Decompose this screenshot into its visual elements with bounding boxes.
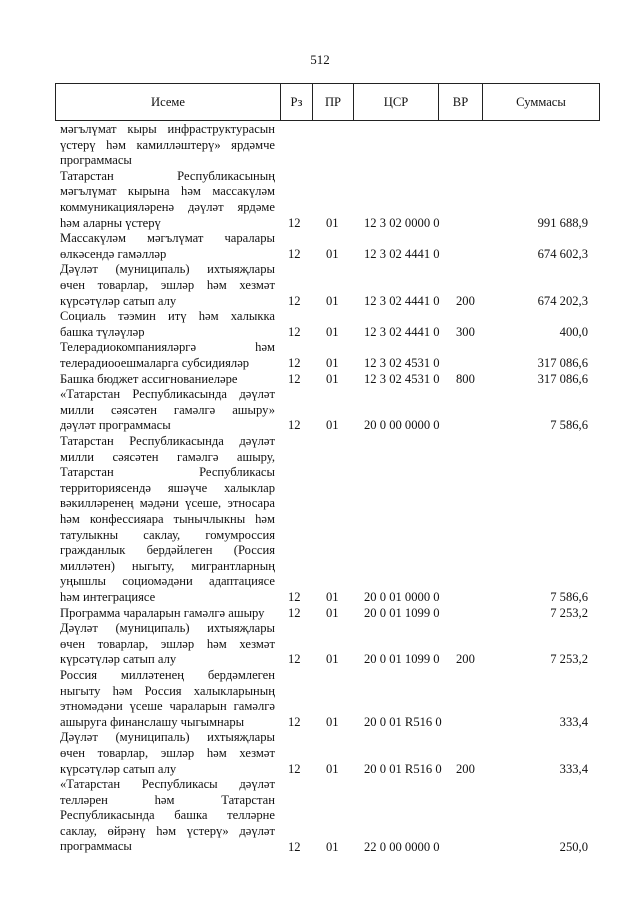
row-name-line: үстерү һәм камилләштерү» ярдәмче (60, 137, 275, 152)
row-name-line: күрсәтүләр сатып алу (60, 293, 177, 308)
row-name (60, 340, 275, 371)
row-name (60, 777, 275, 855)
row-rz: 12 (288, 652, 301, 667)
row-csr: 12 3 02 4441 0 (364, 324, 440, 339)
row-name (60, 309, 275, 340)
row-name (60, 668, 275, 730)
row-name-line: һәм аларны үстерү (60, 215, 161, 230)
page-number: 512 (310, 52, 330, 67)
header-csr: ЦСР (354, 84, 439, 120)
row-rz: 12 (288, 355, 301, 370)
row-name-line: Татарстан Республикасында дәүләт (60, 433, 275, 448)
row-name-line: Татарстан Республикасы (60, 465, 275, 480)
row-name-line: күрсәтүләр сатып алу (60, 761, 177, 776)
row-name-line: телерадиооешмаларга субсидияләр (60, 355, 250, 370)
row-name-line: ныгыту һәм Россия халыкларының (60, 683, 275, 698)
row-sum: 317 086,6 (537, 355, 588, 370)
row-name-line: дәүләт программасы (60, 418, 171, 433)
row-sum: 333,4 (559, 714, 588, 729)
row-rz: 12 (288, 714, 301, 729)
table-row (0, 730, 640, 777)
row-sum: 317 086,6 (537, 371, 588, 386)
row-sum: 7 586,6 (550, 418, 588, 433)
row-name-line: «Татарстан Республикасында дәүләт (60, 387, 275, 402)
budget-table-body (0, 122, 640, 855)
row-csr: 20 0 01 1099 0 (364, 605, 440, 620)
row-name-line: мәгълүмат кырына һәм массакүләм (60, 184, 275, 199)
row-name-line: Башка бюджет ассигнованиеләре (60, 371, 238, 386)
header-name: Исеме (56, 84, 281, 120)
row-pr: 01 (326, 355, 339, 370)
row-name-line: Дәүләт (муниципаль) ихтыяҗлары (60, 621, 275, 636)
row-sum: 333,4 (559, 761, 588, 776)
row-name (60, 372, 275, 388)
table-row (0, 434, 640, 606)
row-sum: 7 586,6 (550, 589, 588, 604)
table-row (0, 387, 640, 434)
table-row (0, 777, 640, 855)
row-csr: 22 0 00 0000 0 (364, 839, 440, 854)
table-row (0, 621, 640, 668)
row-name (60, 231, 275, 262)
row-name-line: Программа чараларын гамәлгә ашыру (60, 605, 265, 620)
row-name-line: Татарстан Республикасының (60, 168, 275, 183)
table-row (0, 668, 640, 730)
row-pr: 01 (326, 324, 339, 339)
row-name-line: программасы (60, 153, 132, 168)
table-row (0, 606, 640, 622)
row-sum: 674 202,3 (537, 293, 588, 308)
row-name-line: Социаль тәэмин итү һәм халыкка (60, 309, 275, 324)
row-rz: 12 (288, 761, 301, 776)
row-name-line: программасы (60, 839, 132, 854)
row-rz: 12 (288, 246, 301, 261)
row-name-line: башка түләүләр (60, 324, 145, 339)
table-row (0, 372, 640, 388)
row-sum: 250,0 (559, 839, 588, 854)
row-name (60, 262, 275, 309)
row-vr: 300 (456, 324, 475, 339)
row-pr: 01 (326, 246, 339, 261)
row-pr: 01 (326, 589, 339, 604)
row-csr: 12 3 02 4441 0 (364, 293, 440, 308)
row-name-line: вәкилләренең мәдәни үсеше, этносара (60, 496, 275, 511)
row-name (60, 434, 275, 606)
row-vr: 200 (456, 652, 475, 667)
row-name (60, 169, 275, 231)
row-name-line: гражданлык бердәйлеген (Россия (60, 543, 275, 558)
row-vr: 200 (456, 293, 475, 308)
row-name-line: Дәүләт (муниципаль) ихтыяҗлары (60, 262, 275, 277)
row-name-line: коммуникацияләренә дәүләт ярдәме (60, 199, 275, 214)
row-name-line: этномәдәни үсеше чараларын гамәлгә (60, 699, 275, 714)
row-name (60, 606, 275, 622)
row-name-line: күрсәтүләр сатып алу (60, 652, 177, 667)
table-row (0, 309, 640, 340)
row-name-line: Дәүләт (муниципаль) ихтыяҗлары (60, 730, 275, 745)
table-row (0, 169, 640, 231)
row-rz: 12 (288, 605, 301, 620)
row-csr: 20 0 01 R516 0 (364, 761, 442, 776)
row-pr: 01 (326, 839, 339, 854)
header-sum: Суммасы (516, 94, 566, 109)
row-csr: 20 0 01 R516 0 (364, 714, 442, 729)
row-name (60, 730, 275, 777)
row-rz: 12 (288, 324, 301, 339)
row-name-line: территориясендә яшәүче халыклар (60, 480, 275, 495)
row-pr: 01 (326, 714, 339, 729)
row-name-line: Телерадиокомпанияләргә һәм (60, 340, 275, 355)
row-name-line: өчен товарлар, эшләр һәм хезмәт (60, 745, 275, 760)
row-rz: 12 (288, 215, 301, 230)
row-name-line: Республикасында башка телләрне (60, 808, 275, 823)
row-vr: 200 (456, 761, 475, 776)
header-vr: ВР (439, 84, 483, 120)
row-sum: 674 602,3 (537, 246, 588, 261)
row-pr: 01 (326, 652, 339, 667)
row-sum: 991 688,9 (537, 215, 588, 230)
header-pr: ПР (313, 84, 354, 120)
row-csr: 20 0 00 0000 0 (364, 418, 440, 433)
row-name-line: «Татарстан Республикасы дәүләт (60, 777, 275, 792)
table-header (55, 83, 600, 121)
row-csr: 20 0 01 1099 0 (364, 652, 440, 667)
table-row (0, 262, 640, 309)
row-name-line: милләтен) ныгыту, мигрантларның (60, 558, 275, 573)
row-csr: 20 0 01 0000 0 (364, 589, 440, 604)
row-name-line: Массакүләм мәгълүмат чаралары (60, 231, 275, 246)
row-name-line: татулыкны саклау, гомумроссия (60, 527, 275, 542)
row-sum: 7 253,2 (550, 605, 588, 620)
row-name-line: ашыруга финанслашу чыгымнары (60, 714, 245, 729)
row-csr: 12 3 02 4531 0 (364, 371, 440, 386)
row-pr: 01 (326, 371, 339, 386)
row-rz: 12 (288, 293, 301, 308)
row-pr: 01 (326, 418, 339, 433)
row-name (60, 122, 275, 169)
row-pr: 01 (326, 761, 339, 776)
row-pr: 01 (326, 605, 339, 620)
row-name (60, 387, 275, 434)
row-csr: 12 3 02 0000 0 (364, 215, 440, 230)
row-rz: 12 (288, 839, 301, 854)
row-name (60, 621, 275, 668)
row-name-line: мәгълүмат кыры инфраструктурасын (60, 122, 275, 136)
row-name-line: һәм интеграциясе (60, 589, 156, 604)
row-pr: 01 (326, 293, 339, 308)
row-name-line: һәм конфессияара тынычлыкны һәм (60, 511, 275, 526)
row-name-line: милли сәясәтен гамәлгә ашыру» (60, 402, 275, 417)
row-name-line: саклау, өйрәнү һәм үстерү» дәүләт (60, 823, 275, 838)
row-csr: 12 3 02 4441 0 (364, 246, 440, 261)
row-name-line: өлкәсендә гамәлләр (60, 246, 167, 261)
table-row (0, 122, 640, 169)
row-name-line: өчен товарлар, эшләр һәм хезмәт (60, 636, 275, 651)
row-name-line: телләрен һәм Татарстан (60, 792, 275, 807)
table-row (0, 231, 640, 262)
row-rz: 12 (288, 371, 301, 386)
row-vr: 800 (456, 371, 475, 386)
row-name-line: уңышлы социомәдәни адаптациясе (60, 574, 275, 589)
row-sum: 7 253,2 (550, 652, 588, 667)
row-pr: 01 (326, 215, 339, 230)
row-rz: 12 (288, 418, 301, 433)
table-row (0, 340, 640, 371)
row-name-line: өчен товарлар, эшләр һәм хезмәт (60, 277, 275, 292)
row-rz: 12 (288, 589, 301, 604)
row-sum: 400,0 (559, 324, 588, 339)
row-name-line: милли сәясәтен гамәлгә ашыру, (60, 449, 275, 464)
row-name-line: Россия милләтенең бердәмлеген (60, 667, 275, 682)
header-rz: Рз (281, 84, 313, 120)
row-csr: 12 3 02 4531 0 (364, 355, 440, 370)
